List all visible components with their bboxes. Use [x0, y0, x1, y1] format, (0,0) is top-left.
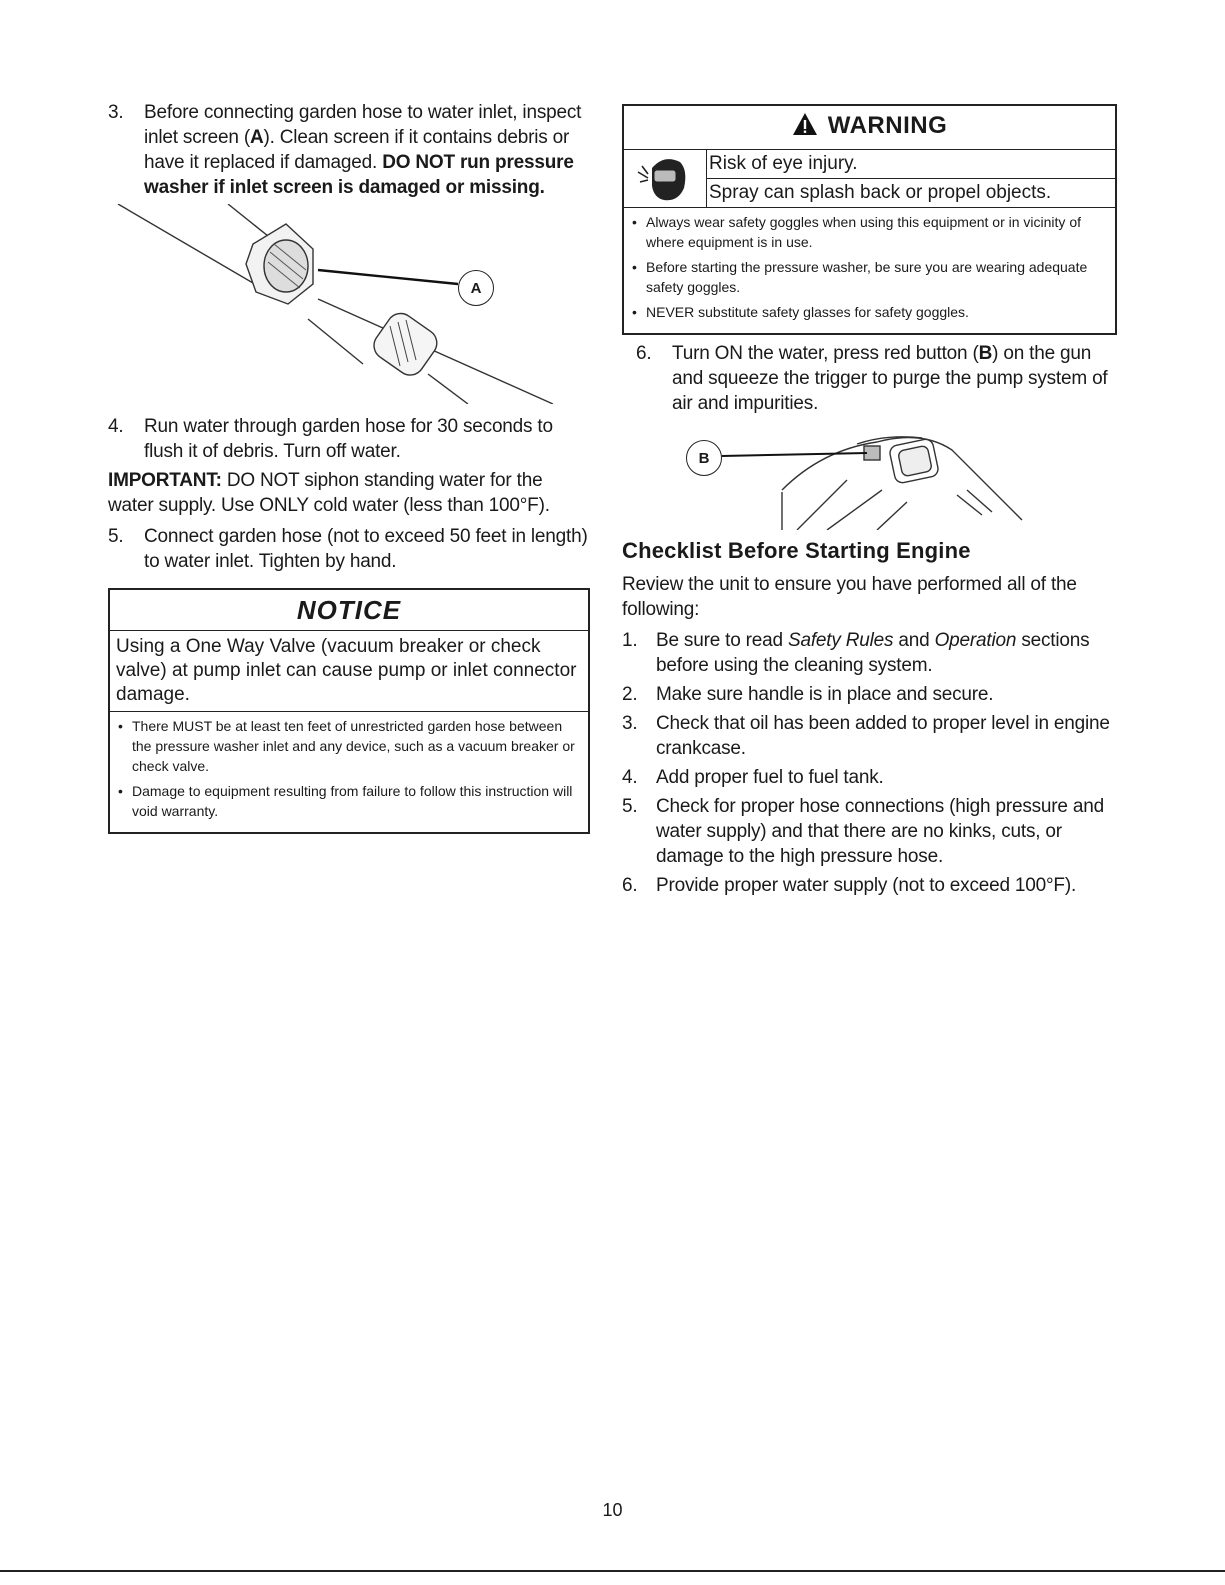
operation-ref: Operation: [934, 630, 1017, 651]
checklist-item: [622, 682, 1117, 707]
important-label: IMPORTANT:: [108, 470, 222, 491]
step-6: [636, 341, 1117, 416]
reference-letter: A: [249, 127, 264, 148]
checklist-item: [622, 765, 1117, 790]
step-text: Connect garden hose (not to exceed 50 feet in length) to water inlet. Tighten by hand.: [144, 526, 588, 572]
step-text: Before connecting garden hose to water inlet, inspect inlet screen (: [144, 102, 582, 148]
step-number: 3.: [108, 102, 124, 123]
callout-a: A: [458, 270, 494, 306]
item-text: Check that oil has been added to proper level in engine crankcase.: [656, 713, 1110, 759]
warning-bullet: • Before starting the pressure washer, be sure you are wearing adequate safety goggles.: [630, 257, 1109, 297]
bottom-rule: [0, 1570, 1225, 1572]
warning-header: [624, 106, 1115, 150]
item-number: 3.: [622, 713, 638, 734]
step-text: Run water through garden hose for 30 seconds to flush it of debris. Turn off water.: [144, 416, 553, 462]
checklist-item: [622, 794, 1117, 869]
notice-box: [108, 588, 590, 834]
checklist-item: [622, 873, 1117, 898]
item-number: 5.: [622, 796, 638, 817]
item-text: Provide proper water supply (not to exceed 100°F).: [656, 875, 1077, 896]
warning-title: WARNING: [827, 112, 948, 139]
notice-bullet: • There MUST be at least ten feet of unrestricted garden hose between the pressure washer inlet and any device, such as a vacuum breaker or check valve.: [116, 716, 582, 776]
eye-injury-icon: [624, 150, 707, 207]
warning-hazard-row: [624, 150, 1115, 208]
notice-lead-text: Using a One Way Valve (vacuum breaker or check valve) at pump inlet can cause pump or inlet connector damage.: [110, 631, 588, 712]
notice-bullets: [110, 712, 588, 832]
step-number: 6.: [636, 343, 652, 364]
spray-gun-figure: [622, 420, 1117, 530]
item-text-and: and: [893, 630, 935, 651]
checklist-intro: Review the unit to ensure you have performed all of the following:: [622, 574, 1077, 620]
item-text-end: sections before using the cleaning system.: [656, 630, 1090, 676]
left-column: [108, 100, 590, 834]
warning-bullet: • Always wear safety goggles when using this equipment or in vicinity of where equipment is in use.: [630, 212, 1109, 252]
checklist-title: Checklist Before Starting Engine: [622, 538, 971, 563]
inlet-screen-figure: [108, 204, 590, 404]
important-text: DO NOT siphon standing water for the water supply. Use ONLY cold water (less than 100°F).: [108, 470, 550, 516]
step-text: Turn ON the water, press red button (: [672, 343, 979, 364]
notice-title: NOTICE: [110, 590, 588, 631]
item-text: Make sure handle is in place and secure.: [656, 684, 994, 705]
checklist-item: [622, 711, 1117, 761]
reference-letter: B: [978, 343, 993, 364]
page-number: 10: [602, 1500, 623, 1520]
hose-inlet-illustration: [108, 204, 590, 404]
item-number: 1.: [622, 630, 638, 651]
notice-bullet: • Damage to equipment resulting from failure to follow this instruction will void warranty.: [116, 781, 582, 821]
step-number: 5.: [108, 526, 124, 547]
right-column: [622, 104, 1117, 902]
item-text: Be sure to read: [656, 630, 788, 651]
item-text: Add proper fuel to fuel tank.: [656, 767, 884, 788]
item-number: 6.: [622, 875, 638, 896]
step-text-cont: ). Clean screen if it contains debris or have it replaced if damaged.: [144, 127, 570, 173]
step-warning-bold: DO NOT run pressure washer if inlet screen is damaged or missing.: [144, 152, 574, 198]
item-text: Check for proper hose connections (high pressure and water supply) and that there are no kinks, cuts, or damage to the high pressure hose.: [656, 796, 1104, 867]
callout-b: B: [686, 440, 722, 476]
warning-line-2: Spray can splash back or propel objects.: [709, 182, 1052, 203]
checklist-item-1: [622, 628, 1117, 678]
warning-box: [622, 104, 1117, 335]
step-4: [108, 414, 590, 464]
warning-bullets: [624, 208, 1115, 333]
warning-triangle-icon: [792, 109, 818, 149]
warning-bullet: • NEVER substitute safety glasses for safety goggles.: [630, 302, 1109, 322]
checklist-items: [622, 628, 1117, 898]
item-number: 4.: [622, 767, 638, 788]
important-note: [108, 468, 590, 518]
step-5: [108, 524, 590, 574]
item-number: 2.: [622, 684, 638, 705]
spray-gun-illustration: [622, 420, 1117, 530]
warning-line-1: Risk of eye injury.: [707, 150, 1115, 179]
step-text-cont: ) on the gun and squeeze the trigger to purge the pump system of air and impurities.: [672, 343, 1108, 414]
step-3: [108, 100, 590, 200]
step-number: 4.: [108, 416, 124, 437]
safety-rules-ref: Safety Rules: [788, 630, 894, 651]
